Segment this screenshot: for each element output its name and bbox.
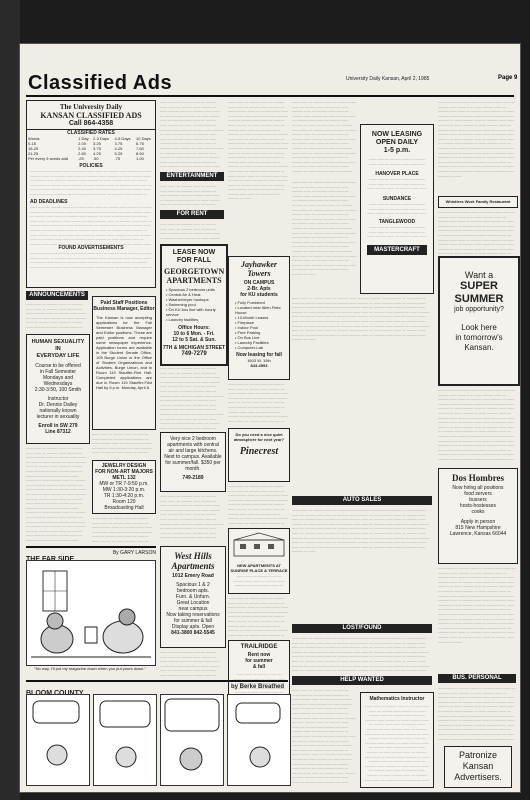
bus-personal-header: BUS. PERSONAL [438,674,516,683]
for-rent-text [160,222,224,242]
now-leasing-text [365,157,429,167]
far-side-caption: "No way. I'll put my magazine down when you put yours down." [34,666,146,671]
jewelry-line: MW 1:30-3:20 p.m. [102,487,146,493]
hs-line: HUMAN SEXUALITY [31,339,85,345]
sunrise-text [232,574,286,586]
rates-cell: 3.75 [93,146,101,151]
two-bedroom-phone: 749-2189 [182,475,204,481]
jayhawker-apts: 2-Br. Apts [247,286,271,292]
rates-cell: 2.80 [78,151,86,156]
georgetown-feature: • Laundry facilities [166,317,199,322]
rates-header-cell: 1 Day [78,136,89,141]
hs-line: 2:30-3:50, 100 Smith [34,387,82,393]
far-side-cartoon [26,560,156,666]
sundance: SUNDANCE [382,196,412,202]
dos-hombres-line: Apply in person [460,519,496,525]
jewelry-line: FOR NON-ART MAJORS [95,469,153,475]
header-date: University Daily Kansan, April 2, 1985 [346,76,430,82]
hs-line: Enroll in SW 279 [38,423,78,429]
hs-line: Dr. Dennis Dailey [38,402,78,408]
now-leasing-line: OPEN DAILY [375,139,419,146]
far-side-illustration [27,561,155,665]
pinecrest-text: Do you need a nice quiet atmosphere for next year? [233,432,285,442]
super-summer-ad [438,256,520,386]
georgetown-address: 7TH & MICHIGAN STREET [162,345,226,351]
west-hills-address: 1012 Emery Road [172,573,214,579]
bloom-panel [93,694,157,786]
sunrise-name: SUNRISE PLACE & TERRACE [230,568,288,573]
hs-line: lecturer in sexuality [36,414,80,420]
jewelry-line: Broadcasting Hall [104,505,144,511]
patronize-ad [444,746,512,788]
dos-hombres-line: 815 New Hampshire [455,525,501,531]
announcements-header: ANNOUNCEMENTS [26,291,88,300]
west-hills-line: Great Location [176,600,210,606]
two-bedroom-text: Very nice 2 bedroom apartments with central air and large kitchens. Next to campus. Available for summer/fall. $350 per month. [164,436,222,472]
super-summer-line: job opportunity? [454,306,504,313]
georgetown-lease-line: LEASE NOW [172,249,216,256]
column4-text [292,296,432,492]
dos-hombres-name: Dos Hombres [451,473,505,483]
hs-line: in Fall Semester [39,369,77,375]
patronize-line: Advertisers. [454,772,502,782]
column3-text [228,484,288,524]
rates-cell: 4.25 [114,146,123,151]
jayhawker-feature: • Fully Furnished [235,300,265,305]
georgetown-feature: • Swimming pool [166,302,196,307]
now-leasing-ad [360,124,434,294]
column3-text [228,596,288,636]
georgetown-hours2: 12 to 5 Sat. & Sun. [172,337,216,343]
super-summer-line: SUPER [460,280,498,292]
bloom-panel-3-illustration [161,695,223,785]
now-leasing-line: NOW LEASING [371,131,423,138]
georgetown-hours: 10 to 6 Mon. - Fri. [173,331,215,337]
pinecrest-name: Pinecrest [239,446,279,457]
dos-hombres-line: hosts-hostesses [459,503,497,509]
jayhawker-feature: • Fireplace [235,320,254,325]
lost-found-text [292,636,432,672]
auto-sales-text [292,508,432,620]
newspaper-page [20,44,520,792]
entertainment-header: ENTERTAINMENT [160,172,224,181]
hs-line: EVERYDAY LIFE [36,353,80,359]
jayhawker-phone: 843-4993 [250,363,268,368]
column3-text [228,382,288,424]
jayhawker-for: for KU students [240,292,278,298]
rates-header-cell: Words [28,136,40,141]
west-hills-phone: 841-3800 842-5545 [171,630,215,636]
binder-edge [0,0,20,800]
hs-line: Wednesdays [43,381,73,387]
georgetown-feature: • On KU bus line with hourly service [166,307,216,317]
hs-line: nationally known [39,408,77,414]
page-title: Classified Ads [28,72,173,94]
found-ads-text [30,251,152,271]
policies-text [30,169,152,199]
pinecrest-ad [228,428,290,482]
page-number: Page 9 [498,75,518,81]
rates-title: CLASSIFIED RATES [27,129,155,136]
math-title: Mathematics Instructor [369,696,425,702]
trailridge-line: & fall [252,664,266,670]
misc-text [92,516,154,542]
column2-text [160,100,224,170]
jewelry-line: JEWELRY DESIGN [101,463,147,469]
auto-sales-header: AUTO SALES [292,496,432,505]
west-hills-line: near campus [178,606,208,612]
column5-text [438,100,516,194]
georgetown-feature: • Central Air & Heat [166,292,201,297]
jayhawker-towers-ad [228,256,290,380]
bloom-panel-1-illustration [27,695,89,785]
jayhawker-leasing: Now leasing for fall [236,352,282,358]
georgetown-fall-line: FOR FALL [176,257,212,264]
lost-found-header: LOST/FOUND [292,624,432,633]
west-hills-line: Now taking reservations [166,612,220,618]
bloom-county-strip [26,694,288,786]
paid-staff-title: Paid Staff Positions [100,300,148,306]
west-hills-line: for summer & fall [174,618,212,624]
georgetown-office: Office Hours: [178,325,210,331]
west-hills-line: Display apts. Open [171,624,215,630]
entertainment-text [160,184,224,208]
dos-hombres-line: cooks [471,509,485,515]
super-summer-line: Kansan. [464,343,494,352]
human-sexuality-ad [26,334,90,444]
column4-text [292,100,358,176]
rates-cell: .50 [93,156,99,161]
jayhawker-on-campus: ON CAMPUS [243,280,275,286]
ad-deadlines-title: AD DEADLINES [30,199,68,205]
kansan-rates-box [26,100,156,288]
georgetown-feature: • Spacious 2 bedroom units [166,287,215,292]
hanover-place: HANOVER PLACE [375,171,419,177]
found-ads-title: FOUND ADVERTISEMENTS [58,245,124,251]
rates-cell: 2.00 [78,141,86,146]
bloom-panel-2-illustration [94,695,156,785]
jayhawker-feature: • Free Parking [235,330,261,335]
sunrise-building-illustration [232,532,286,558]
mastercraft-logo: MASTERCRAFT [367,245,427,255]
paid-staff-body: The Kansan is now accepting applications for the Fall Semester Business Manager and Editor positions. These are paid positions and require some newspaper experience. Application forms are available in the Student Senate Office, 105 Burge Union or the Office of Student Organizations and Activities, Burge Union, and in Room 119 Stauffer-Flint Hall. Completed applications are due in Room 119 Stauffer-Flint Hall by 5 p.m. Monday, April 8. [96,315,152,390]
paid-staff-ad [92,296,156,430]
hs-line: Course to be offered [35,363,81,369]
west-hills-line: bedroom apts. [177,588,209,594]
math-text [364,704,430,782]
georgetown-feature: • Washer/dryer hookups [166,297,209,302]
jayhawker-feature: • Computer-Lab [235,345,264,350]
dos-hombres-line: food servers [464,491,492,497]
rates-cell: 5.25 [114,151,123,156]
rates-cell: 3.25 [93,141,101,146]
west-hills-ad [160,546,226,648]
kansan-line1: The University Daily [59,103,123,111]
patronize-line: Kansan [462,761,494,771]
rates-header-cell: 2-3 Days [93,136,110,141]
column5-text [438,388,516,464]
tanglewood: TANGLEWOOD [378,219,416,225]
column2-text [160,366,224,430]
announcements-more-text [26,446,88,542]
now-leasing-line: 1-5 p.m. [383,147,411,154]
rates-cell: Per every 5 words add [28,156,69,161]
hs-line: Instructor [47,396,69,402]
rates-cell: 3.75 [114,141,123,146]
jayhawker-name: Jayhawker Towers [241,260,277,278]
rates-cell: 6.75 [136,141,144,146]
jayhawker-address: 1603 W. 15th [247,358,271,363]
super-summer-line: Look here [461,323,497,332]
rates-cell: 16-20 [28,146,39,151]
sunrise-place-ad [228,528,290,594]
paid-staff-subtitle: Business Manager, Editor [93,306,155,312]
help-wanted-text [292,688,356,788]
sundance-text [367,202,427,216]
jayhawker-feature: • Located near Allen Field House [235,305,281,315]
bloom-panel-4-illustration [228,695,290,785]
patronize-line: Patronize [458,750,498,760]
rates-cell: .25 [78,156,84,161]
hanover-text [367,177,427,193]
trailridge-name: TRAILRIDGE [240,644,278,650]
rates-cell: 21-25 [28,151,39,156]
jayhawker-feature: • 10-Month Leases [235,315,269,320]
bloom-county-byline: by Berke Breathed [230,684,284,690]
far-side-header [26,546,156,560]
west-hills-line: Spacious 1 & 2 [176,582,210,588]
super-summer-line: SUMMER [454,293,504,305]
jewelry-line: METL 132 [112,475,136,481]
column4-text [292,180,358,300]
rates-cell: .75 [114,156,121,161]
dos-hombres-line: Now hiring all positions [452,485,504,491]
west-hills-name: West Hills Apartments [171,551,215,571]
rates-cell: 4.25 [93,151,101,156]
rates-cell: 1.00 [136,156,144,161]
rates-header-cell: 4-5 Days [114,136,131,141]
trailridge-line: for summer [245,658,273,664]
for-rent-header: FOR RENT [160,210,224,219]
bloom-panel [227,694,291,786]
column5-text [438,566,516,670]
georgetown-phone: 749-7279 [181,351,207,357]
misc-text [92,432,154,456]
help-wanted-header: HELP WANTED [292,676,432,685]
policies-title: POLICIES [79,163,103,169]
rates-cell: 2.40 [78,146,86,151]
bloom-panel [26,694,90,786]
rates-cell: 7.50 [136,146,144,151]
tanglewood-text [367,225,427,239]
jewelry-line: TR 1:30-4:20 p.m. [103,493,145,499]
column2-text [160,650,224,678]
georgetown-name: GEORGETOWN APARTMENTS [164,267,225,285]
dos-hombres-ad [438,468,518,564]
dos-hombres-line: bussers [469,497,487,503]
hs-line: Line 87312 [45,429,71,435]
west-hills-line: Furn. & Unfurn. [175,594,211,600]
super-summer-line: in tomorrow's [455,333,503,342]
rates-row [27,156,155,161]
bloom-panel [160,694,224,786]
rates-header-cell: 10 Days [136,136,151,141]
bloom-county-header [26,680,288,694]
rates-cell: 0-15 [28,141,37,146]
kansan-phone: Call 864-4358 [68,120,114,127]
jayhawker-feature: • Indoor Pool [235,325,258,330]
hs-line: Mondays and [42,375,74,381]
ad-deadlines-text [30,205,152,245]
jayhawker-feature: • On Bus Line [235,335,260,340]
jayhawker-feature: • Laundry Facilities [235,340,269,345]
rates-table [27,136,155,161]
rates-cell: 8.50 [136,151,144,156]
jewelry-line: Room 120 [112,499,136,505]
hs-line: IN [55,346,61,352]
jewelry-line: MW or TR 7-9:50 p.m. [99,481,149,487]
bus-personal-text [438,686,516,742]
kansan-line2: KANSAN CLASSIFIED ADS [40,111,142,120]
sunrise-title: NEW APARTMENTS AT [237,563,281,568]
column2-text [160,494,224,542]
whistlers-ad: Whistlers Work Family Restaurant [438,196,518,208]
math-instructor-ad [360,692,434,788]
column5-text [438,210,516,254]
dos-hombres-line: Lawrence, Kansas 66044 [449,531,507,537]
two-bedroom-ad [160,432,226,492]
super-summer-line: Want a [464,270,494,280]
header-rule [26,95,514,97]
trailridge-line: Rent now [247,652,271,658]
column3-text [228,100,288,252]
announcements-text [26,302,88,330]
georgetown-apartments-ad [160,244,228,366]
far-side-byline: By GARY LARSON [112,550,156,556]
jewelry-design-ad [92,460,156,514]
